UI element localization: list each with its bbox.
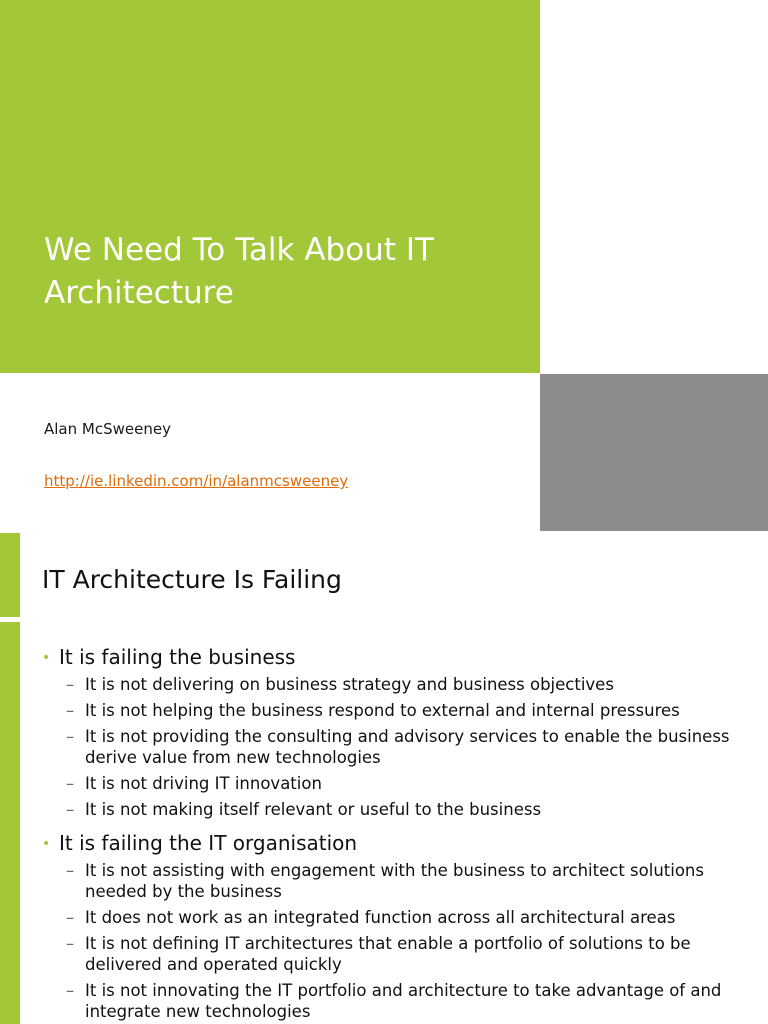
sub-bullet-text: It is not assisting with engagement with the business to architect solutions needed by the business (85, 861, 704, 901)
slide2-content (42, 644, 732, 1024)
sub-bullet-item (42, 700, 732, 721)
sub-bullet-item (42, 907, 732, 928)
sub-bullet-text: It is not helping the business respond to external and internal pressures (85, 701, 680, 720)
title-slide-green-panel (0, 0, 540, 373)
sub-bullet-text: It is not defining IT architectures that enable a portfolio of solutions to be delivered and operated quickly (85, 934, 691, 974)
dash-icon: – (66, 675, 75, 694)
sub-bullet-text: It is not driving IT innovation (85, 774, 322, 793)
dash-icon: – (66, 701, 75, 720)
sub-bullet-text: It is not delivering on business strategy and business objectives (85, 675, 614, 694)
slide2-accent-bar-top (0, 533, 20, 617)
dash-icon: – (66, 908, 75, 927)
bullet-text: It is failing the IT organisation (59, 831, 358, 855)
bullet-text: It is failing the business (59, 645, 296, 669)
bullet-item (42, 830, 732, 856)
dash-icon: – (66, 981, 75, 1000)
linkedin-link[interactable]: http://ie.linkedin.com/in/alanmcsweeney (44, 472, 349, 490)
dash-icon: – (66, 934, 75, 953)
sub-bullet-item (42, 773, 732, 794)
sub-bullet-text: It is not innovating the IT portfolio and architecture to take advantage of and integrate new technologies (85, 981, 722, 1021)
bullet-dot-icon: • (42, 650, 51, 666)
slide2-accent-bar-bottom (0, 622, 20, 1024)
bullet-dot-icon: • (42, 836, 51, 852)
title-slide-gray-panel (540, 374, 768, 531)
sub-bullet-item (42, 799, 732, 820)
sub-bullet-item (42, 933, 732, 975)
sub-bullet-text: It does not work as an integrated function across all architectural areas (85, 908, 676, 927)
sub-bullet-text: It is not making itself relevant or useful to the business (85, 800, 542, 819)
dash-icon: – (66, 861, 75, 880)
dash-icon: – (66, 727, 75, 746)
sub-bullet-text: It is not providing the consulting and advisory services to enable the business derive value from new technologies (85, 727, 730, 767)
sub-bullet-item (42, 674, 732, 695)
dash-icon: – (66, 774, 75, 793)
slide-title: We Need To Talk About IT Architecture (44, 232, 434, 311)
author-name: Alan McSweeney (44, 420, 171, 438)
sub-bullet-item (42, 726, 732, 768)
slide2-title: IT Architecture Is Failing (42, 565, 342, 594)
sub-bullet-item (42, 980, 732, 1022)
sub-bullet-list (42, 674, 732, 820)
bullet-item (42, 644, 732, 670)
dash-icon: – (66, 800, 75, 819)
sub-bullet-list (42, 860, 732, 1022)
sub-bullet-item (42, 860, 732, 902)
